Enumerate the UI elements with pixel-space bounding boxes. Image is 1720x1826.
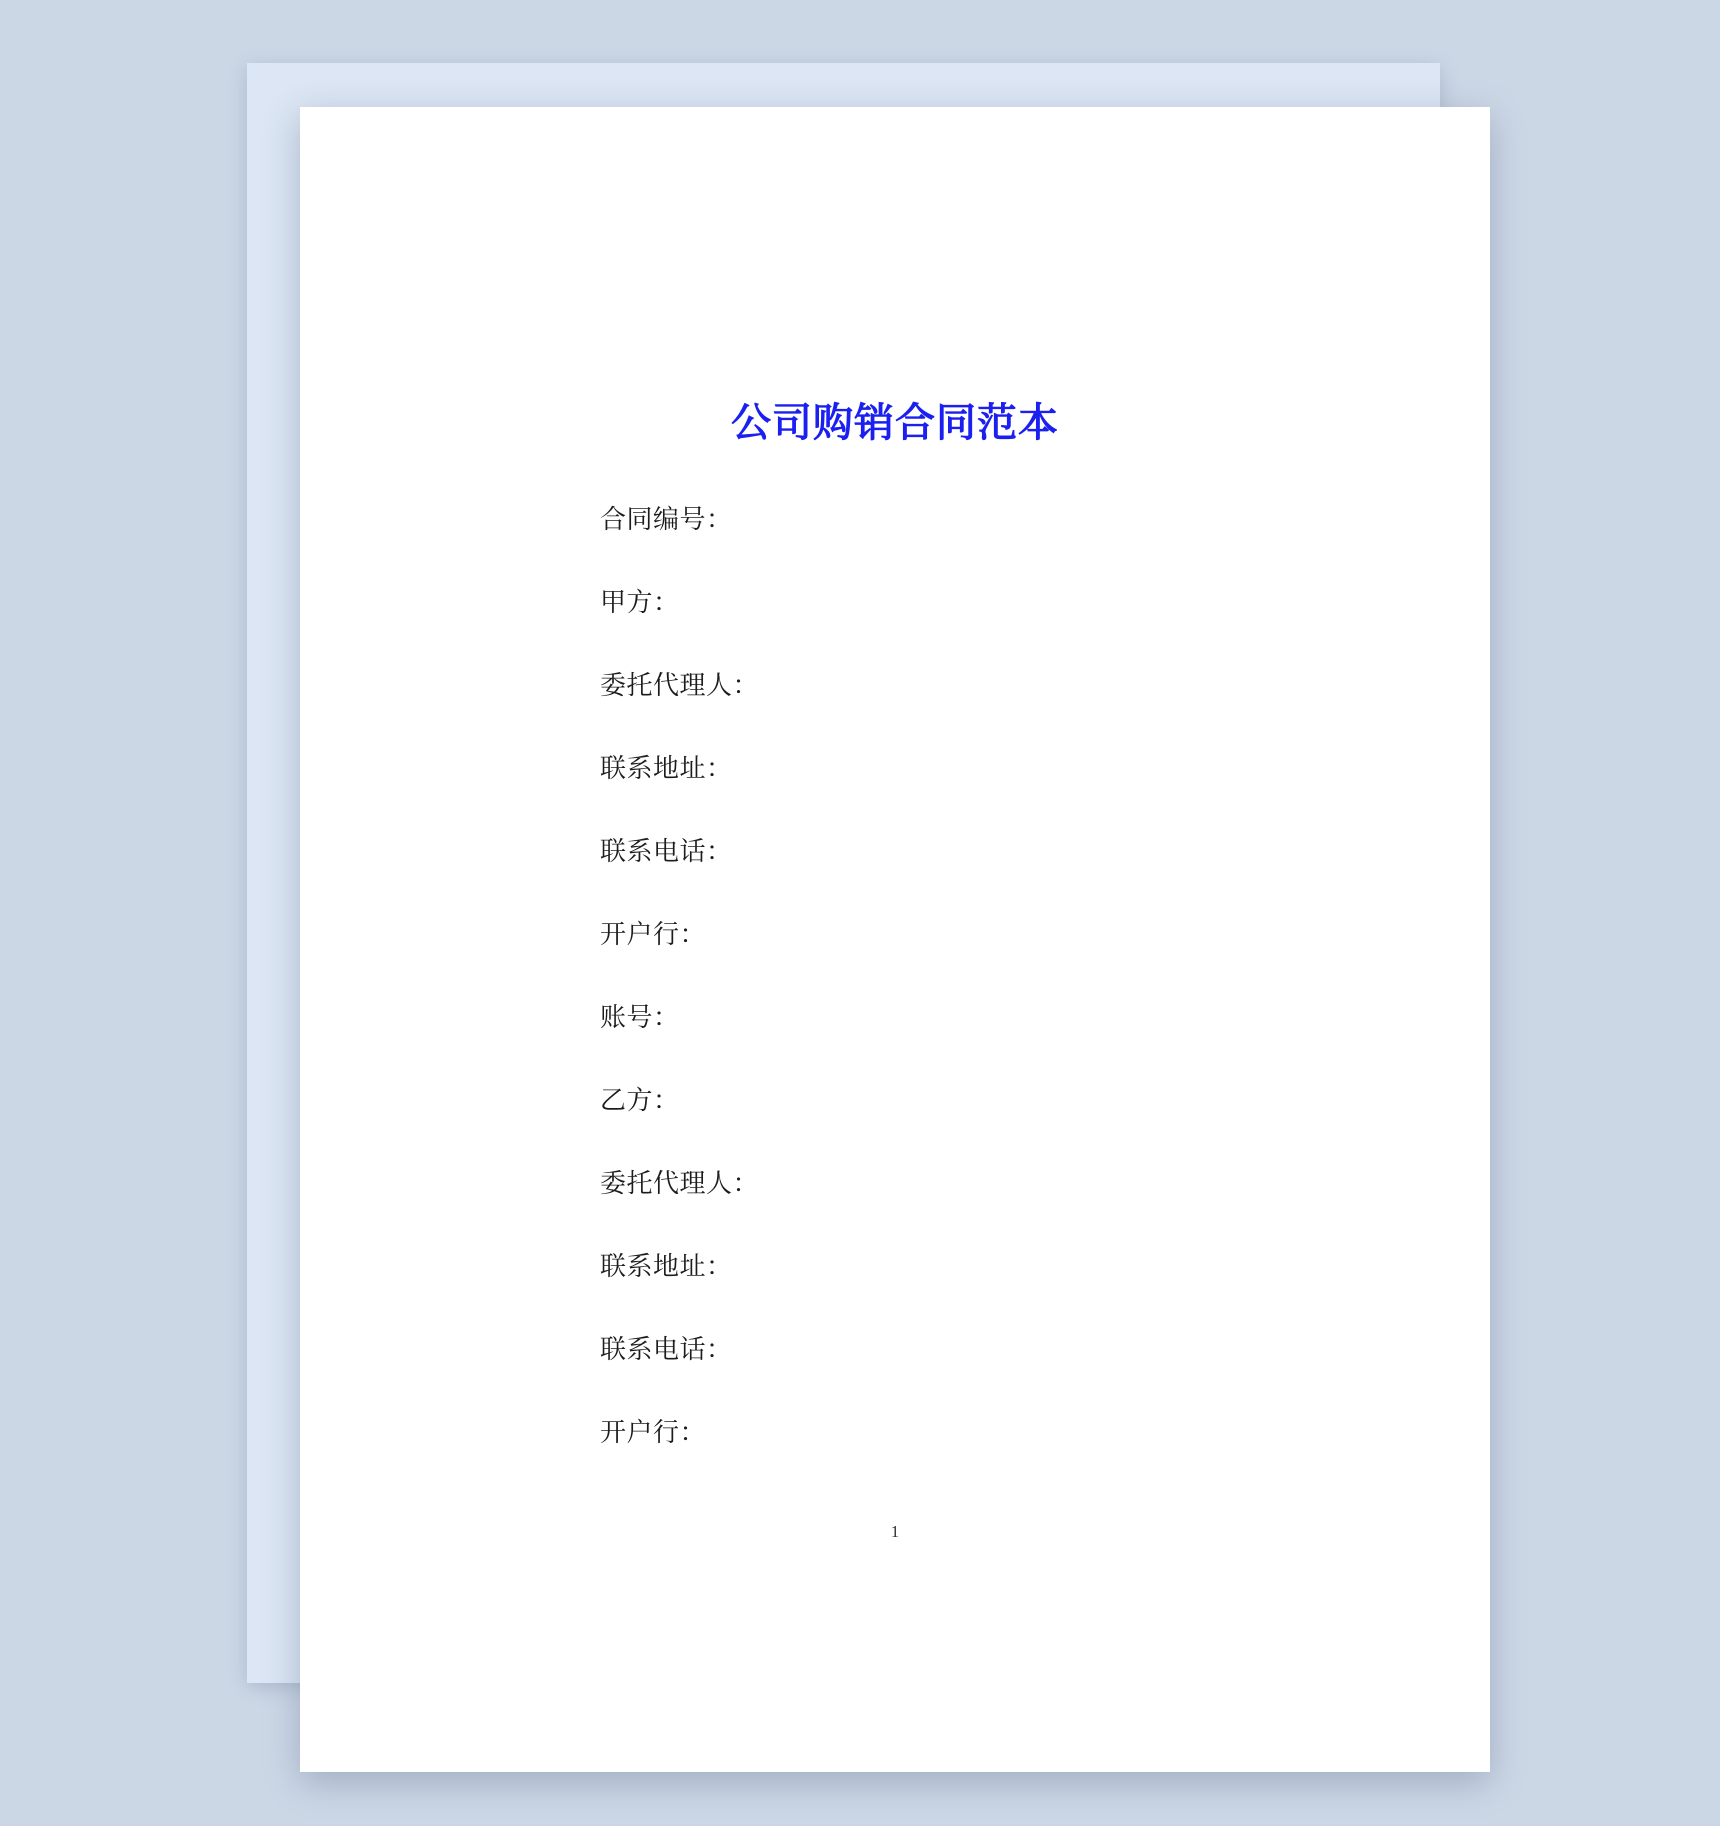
field-party-a-agent: 委托代理人： [600,671,760,700]
field-party-b-agent: 委托代理人： [600,1169,760,1198]
field-party-a-bank: 开户行： [600,920,707,949]
page-title: 公司购销合同范本 [731,401,1059,445]
document-page [300,107,1490,1772]
field-contract-number: 合同编号： [600,505,733,534]
field-party-b-bank: 开户行： [600,1418,707,1447]
field-party-a: 甲方： [600,588,680,617]
contract-fields-list [600,507,1360,1503]
field-party-b: 乙方： [600,1086,680,1115]
field-party-a-phone: 联系电话： [600,837,733,866]
field-party-b-address: 联系地址： [600,1252,733,1281]
field-party-b-phone: 联系电话： [600,1335,733,1364]
page-number: 1 [890,1522,900,1541]
field-party-a-address: 联系地址： [600,754,733,783]
field-party-a-account: 账号： [600,1003,680,1032]
